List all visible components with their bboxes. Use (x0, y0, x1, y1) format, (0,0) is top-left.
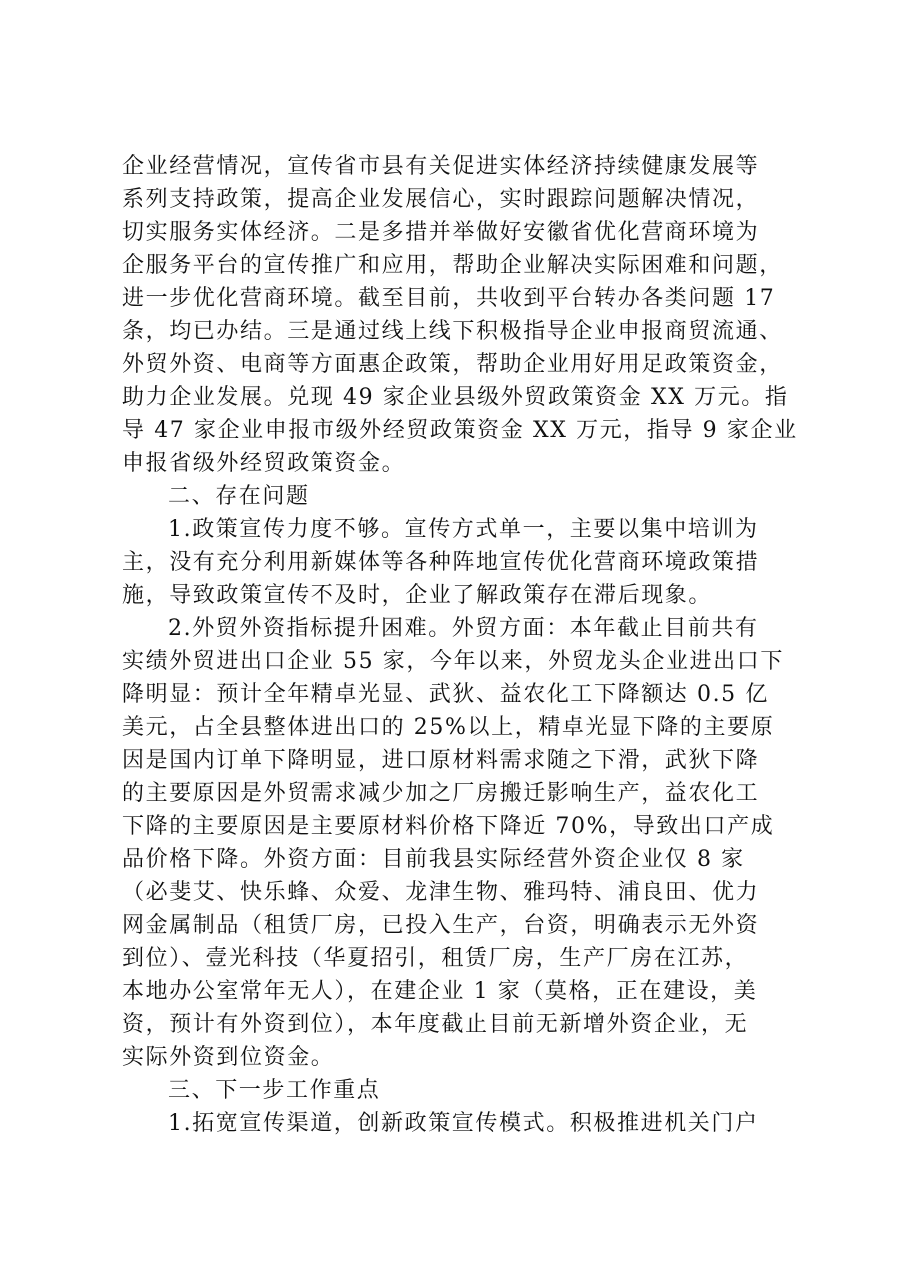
text-line: （必斐艾、快乐蜂、众爱、龙津生物、雅玛特、浦良田、优力 (122, 880, 760, 905)
text-line: 本地办公室常年无人），在建企业 1 家（莫格，正在建设，美 (122, 979, 758, 1004)
text-line: 企服务平台的宣传推广和应用，帮助企业解决实际困难和问题， (122, 253, 783, 278)
text-line: 下降的主要原因是主要原材料价格下降近 70%，导致出口产成 (122, 814, 775, 839)
text-line: 主，没有充分利用新媒体等各种阵地宣传优化营商环境政策措 (122, 550, 760, 575)
section-heading: 三、下一步工作重点 (168, 1078, 381, 1103)
text-line: 网金属制品（租赁厂房，已投入生产，台资，明确表示无外资 (122, 913, 760, 938)
paragraph-first-line: 1.政策宣传力度不够。宣传方式单一，主要以集中培训为 (168, 517, 759, 542)
text-line: 实际外资到位资金。 (122, 1045, 335, 1070)
text-line: 导 47 家企业申报市级外经贸政策资金 XX 万元，指导 9 家企业 (122, 418, 798, 443)
text-line: 到位）、壹光科技（华夏招引，租赁厂房，生产厂房在江苏， (122, 946, 749, 971)
text-line: 施，导致政策宣传不及时，企业了解政策存在滞后现象。 (122, 583, 713, 608)
text-line: 企业经营情况，宣传省市县有关促进实体经济持续健康发展等 (122, 154, 760, 179)
text-line: 外贸外资、电商等方面惠企政策，帮助企业用好用足政策资金， (122, 352, 783, 377)
text-line: 申报省级外经贸政策资金。 (122, 451, 406, 476)
text-line: 资，预计有外资到位），本年度截止目前无新增外资企业，无 (122, 1012, 749, 1037)
text-line: 助力企业发展。兑现 49 家企业县级外贸政策资金 XX 万元。指 (122, 385, 789, 410)
text-line: 美元，占全县整体进出口的 25%以上，精卓光显下降的主要原 (122, 715, 775, 740)
text-line: 降明显：预计全年精卓光显、武狄、益农化工下降额达 0.5 亿 (122, 682, 769, 707)
text-line: 条，均已办结。三是通过线上线下积极指导企业申报商贸流通、 (122, 319, 783, 344)
text-line: 实绩外贸进出口企业 55 家，今年以来，外贸龙头企业进出口下 (122, 649, 784, 674)
text-line: 切实服务实体经济。二是多措并举做好安徽省优化营商环境为 (122, 220, 760, 245)
body-text (122, 150, 798, 1140)
section-heading: 二、存在问题 (168, 484, 310, 509)
paragraph-first-line: 2.外贸外资指标提升困难。外贸方面：本年截止目前共有 (168, 616, 759, 641)
text-line: 进一步优化营商环境。截至目前，共收到平台转办各类问题 17 (122, 286, 776, 311)
paragraph-first-line: 1.拓宽宣传渠道，创新政策宣传模式。积极推进机关门户 (168, 1111, 759, 1136)
text-line: 系列支持政策，提高企业发展信心，实时跟踪问题解决情况， (122, 187, 760, 212)
text-line: 因是国内订单下降明显，进口原材料需求随之下滑，武狄下降 (122, 748, 760, 773)
text-line: 的主要原因是外贸需求减少加之厂房搬迁影响生产，益农化工 (122, 781, 760, 806)
text-line: 品价格下降。外资方面：目前我县实际经营外资企业仅 8 家 (122, 847, 745, 872)
